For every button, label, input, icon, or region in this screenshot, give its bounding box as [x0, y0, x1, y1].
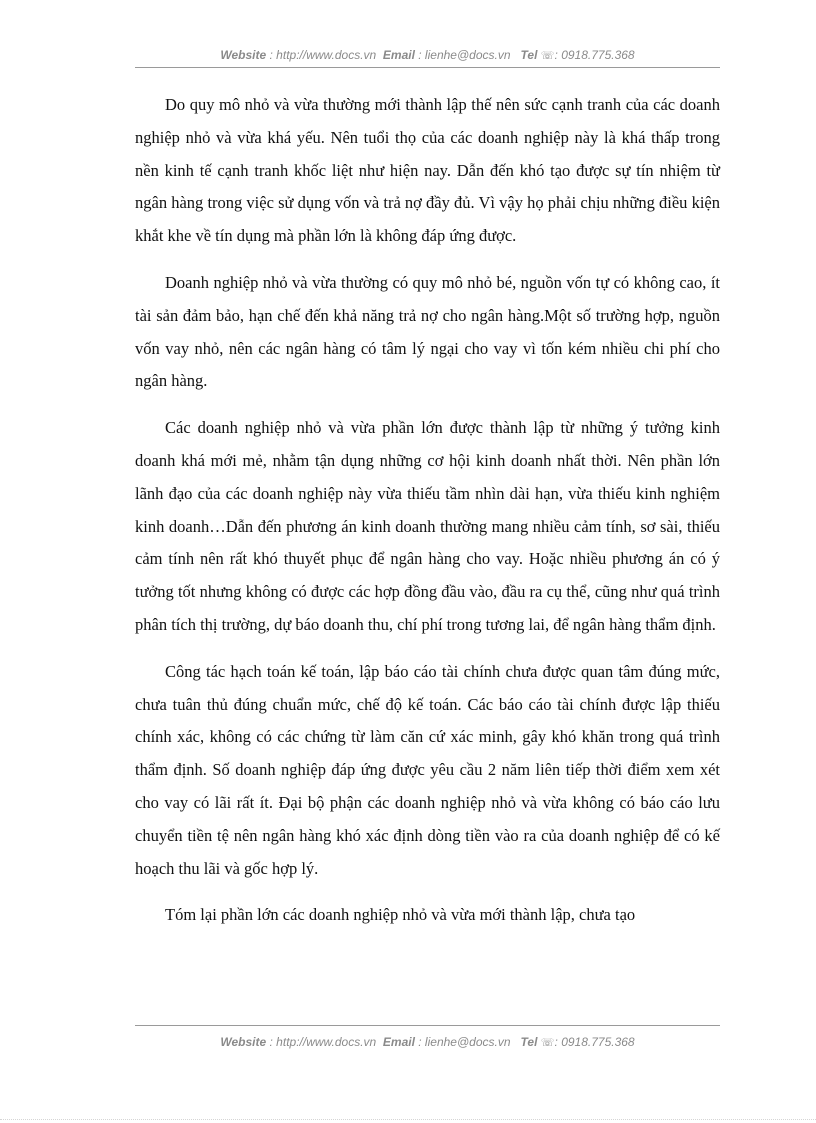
phone-icon: ☏: [540, 1037, 555, 1049]
paragraph: Công tác hạch toán kế toán, lập báo cáo tài chính chưa được quan tâm đúng mức, chưa tuân thủ đúng chuẩn mức, chế độ kế toán. Các báo cáo tài chính được lập thiếu chính xác, không có các chứng từ làm căn cứ xác minh, gây khó khăn trong quá trình thẩm định. Số doanh nghiệp đáp ứng được yêu cầu 2 năm liên tiếp thời điểm xem xét cho vay có lãi rất ít. Đại bộ phận các doanh nghiệp nhỏ và vừa không có báo cáo lưu chuyển tiền tệ nên ngân hàng khó xác định dòng tiền vào ra của doanh nghiệp để có kế hoạch thu lãi và gốc hợp lý.: [135, 661, 720, 878]
header-tel-value: : 0918.775.368: [554, 48, 635, 62]
header-website-label: Website: [220, 48, 267, 62]
footer-divider: [135, 1025, 720, 1026]
header-email-link[interactable]: : lienhe@docs.vn: [418, 48, 511, 62]
paragraph: Tóm lại phần lớn các doanh nghiệp nhỏ và vừa mới thành lập, chưa tạo: [165, 905, 636, 925]
footer-email-link[interactable]: : lienhe@docs.vn: [418, 1035, 511, 1049]
paragraph: Do quy mô nhỏ và vừa thường mới thành lập thế nên sức cạnh tranh của các doanh nghiệp nhỏ và vừa khá yếu. Nên tuổi thọ của các doanh nghiệp này là khá thấp trong nền kinh tế cạnh tranh khốc liệt như hiện nay. Dẫn đến khó tạo được sự tín nhiệm từ ngân hàng trong việc sử dụng vốn và trả nợ đầy đủ. Vì vậy họ phải chịu những điều kiện khắt khe về tín dụng mà phần lớn là không đáp ứng được.: [135, 95, 720, 246]
footer-email-label: Email: [382, 1035, 415, 1049]
page-header: [135, 48, 720, 62]
footer-website-label: Website: [220, 1035, 267, 1049]
document-body: [135, 89, 720, 946]
header-email-label: Email: [382, 48, 415, 62]
paragraph: Doanh nghiệp nhỏ và vừa thường có quy mô nhỏ bé, nguồn vốn tự có không cao, ít tài sản đảm bảo, hạn chế đến khả năng trả nợ cho ngân hàng.Một số trường hợp, nguồn vốn vay nhỏ, nên các ngân hàng có tâm lý ngại cho vay vì tốn kém nhiều chi phí cho ngân hàng.: [135, 272, 720, 391]
page-edge-divider: [0, 1119, 816, 1120]
phone-icon: ☏: [540, 50, 555, 62]
header-divider: [135, 67, 720, 68]
footer-tel-value: : 0918.775.368: [554, 1035, 635, 1049]
paragraph: Các doanh nghiệp nhỏ và vừa phần lớn được thành lập từ những ý tưởng kinh doanh khá mới mẻ, nhằm tận dụng những cơ hội kinh doanh nhất thời. Nên phần lớn lãnh đạo của các doanh nghiệp này vừa thiếu tầm nhìn dài hạn, vừa thiếu kinh nghiệm kinh doanh…Dẫn đến phương án kinh doanh thường mang nhiều cảm tính, sơ sài, thiếu cảm tính nên rất khó thuyết phục để ngân hàng cho vay. Hoặc nhiều phương án có ý tưởng tốt nhưng không có được các hợp đồng đầu vào, đầu ra cụ thể, cũng như quá trình phân tích thị trường, dự báo doanh thu, chí phí trong tương lai, để ngân hàng thẩm định.: [135, 418, 720, 634]
page-footer: [135, 1035, 720, 1049]
footer-tel-label: Tel: [520, 1035, 538, 1049]
header-tel-label: Tel: [520, 48, 538, 62]
footer-website-link[interactable]: : http://www.docs.vn: [269, 1035, 377, 1049]
header-website-link[interactable]: : http://www.docs.vn: [269, 48, 377, 62]
